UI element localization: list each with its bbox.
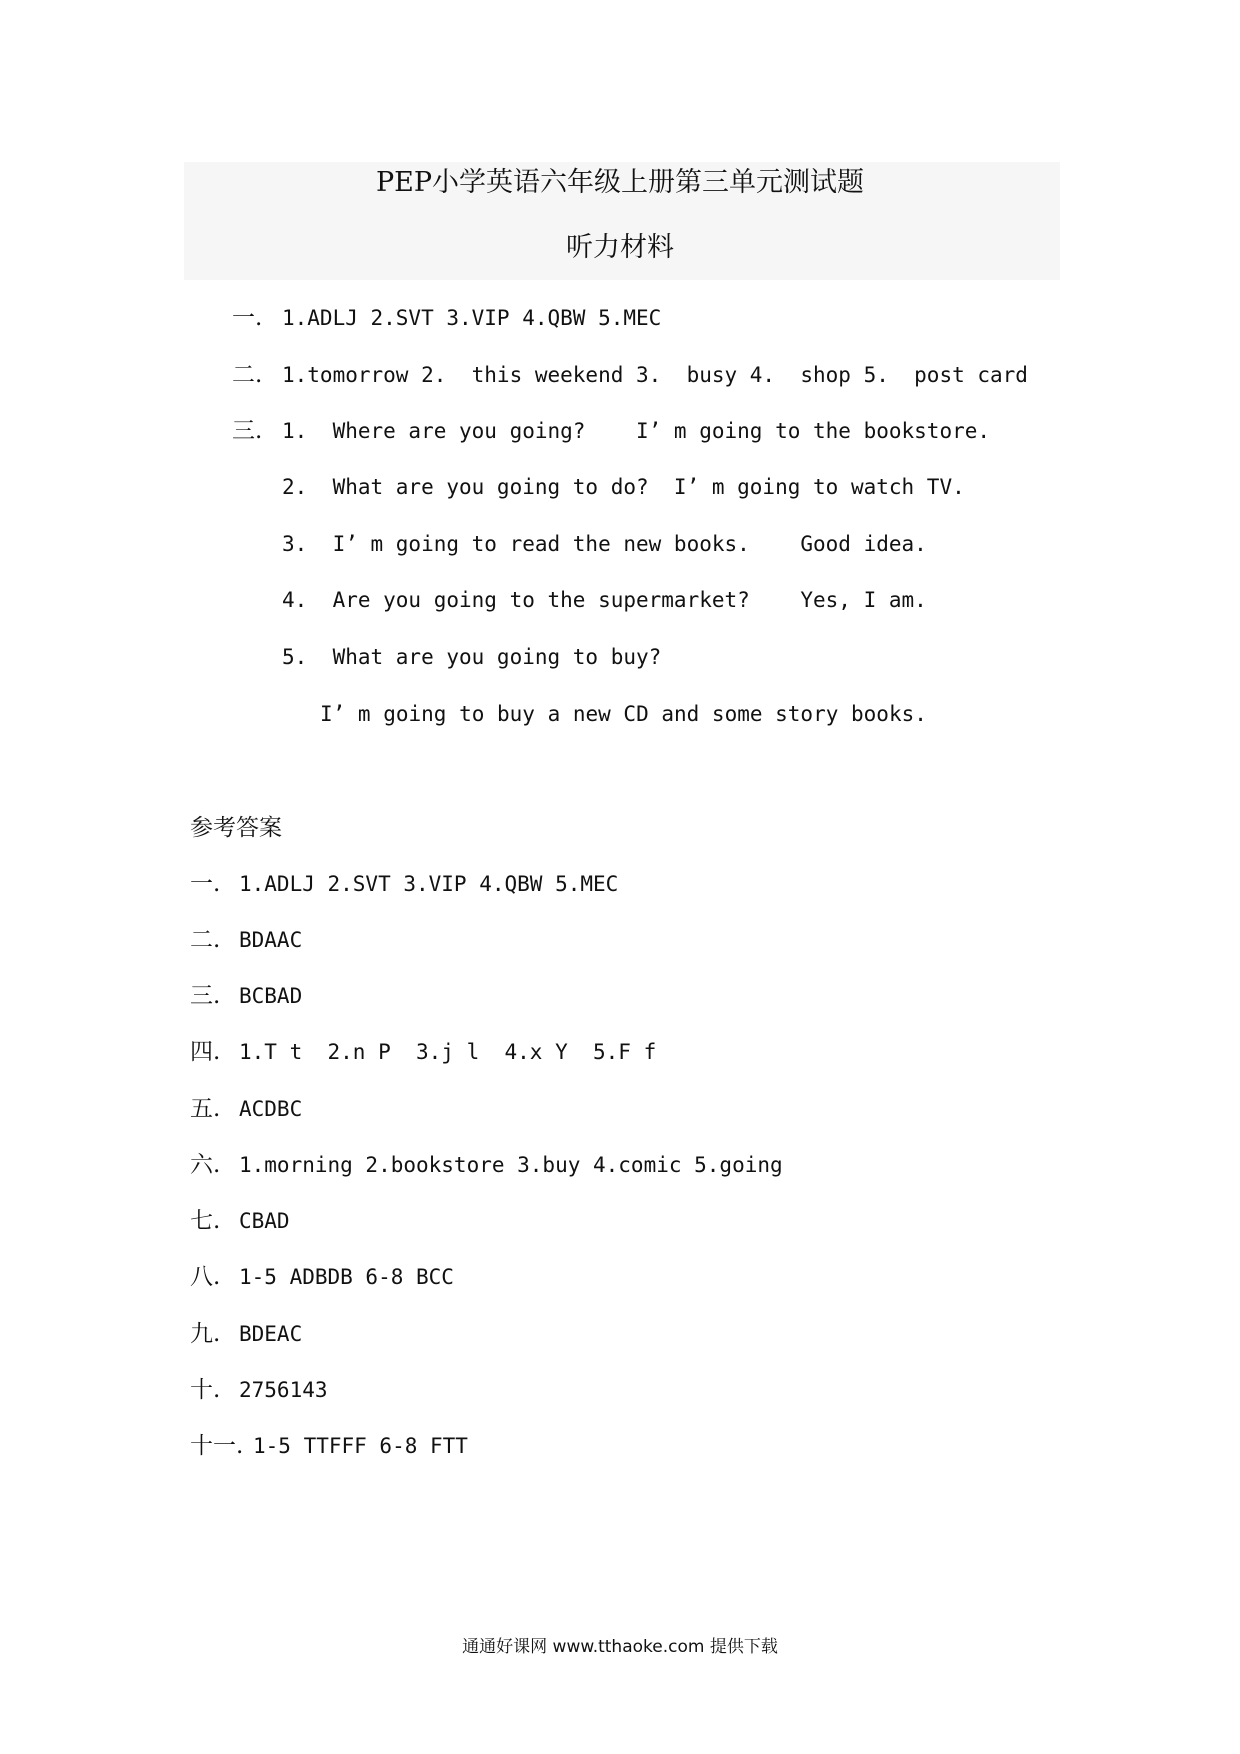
- answer-text-7: CBAD: [239, 1209, 290, 1233]
- answer-text-9: BDEAC: [239, 1322, 303, 1346]
- answer-label-11: 十一.: [190, 1433, 244, 1459]
- answer-label-6: 六.: [190, 1152, 221, 1178]
- answer-text-10: 2756143: [239, 1378, 328, 1402]
- listening-item-1: 1. Where are you going? I’ m going to the bookstore.: [282, 419, 991, 443]
- page-subtitle: 听力材料: [566, 232, 674, 263]
- answer-text-11: 1-5 TTFFF 6-8 FTT: [253, 1434, 468, 1458]
- listening-text-1: 1.ADLJ 2.SVT 3.VIP 4.QBW 5.MEC: [282, 306, 662, 330]
- answer-label-3: 三.: [190, 983, 221, 1009]
- footer-source: 通通好课网 www.tthaoke.com 提供下载: [462, 1637, 778, 1657]
- listening-item-4: 4. Are you going to the supermarket? Yes, I am.: [282, 588, 927, 612]
- answer-label-8: 八.: [190, 1264, 221, 1290]
- answer-text-8: 1-5 ADBDB 6-8 BCC: [239, 1265, 454, 1289]
- page-title: PEP小学英语六年级上册第三单元测试题: [375, 167, 865, 198]
- answers-heading: 参考答案: [190, 815, 282, 841]
- listening-label-1: 一.: [232, 305, 263, 331]
- answer-text-5: ACDBC: [239, 1097, 303, 1121]
- listening-label-2: 二.: [232, 362, 263, 388]
- answer-label-9: 九.: [190, 1321, 221, 1347]
- answer-label-7: 七.: [190, 1208, 221, 1234]
- listening-item-5: 5. What are you going to buy?: [282, 645, 662, 669]
- answer-text-2: BDAAC: [239, 928, 303, 952]
- answer-text-3: BCBAD: [239, 984, 303, 1008]
- answer-label-10: 十.: [190, 1377, 221, 1403]
- answer-text-6: 1.morning 2.bookstore 3.buy 4.comic 5.going: [239, 1153, 783, 1177]
- answer-label-4: 四.: [190, 1039, 221, 1065]
- answer-text-1: 1.ADLJ 2.SVT 3.VIP 4.QBW 5.MEC: [239, 872, 619, 896]
- answer-text-4: 1.T t 2.n P 3.j l 4.x Y 5.F f: [239, 1040, 657, 1064]
- listening-label-3: 三.: [232, 418, 263, 444]
- answer-label-2: 二.: [190, 927, 221, 953]
- listening-text-2: 1.tomorrow 2. this weekend 3. busy 4. shop 5. post card: [282, 363, 1028, 387]
- answer-label-5: 五.: [190, 1096, 221, 1122]
- listening-item-5-answer: I’ m going to buy a new CD and some story books.: [320, 702, 927, 726]
- listening-item-2: 2. What are you going to do? I’ m going to watch TV.: [282, 475, 965, 499]
- answer-label-1: 一.: [190, 871, 221, 897]
- listening-item-3: 3. I’ m going to read the new books. Good idea.: [282, 532, 927, 556]
